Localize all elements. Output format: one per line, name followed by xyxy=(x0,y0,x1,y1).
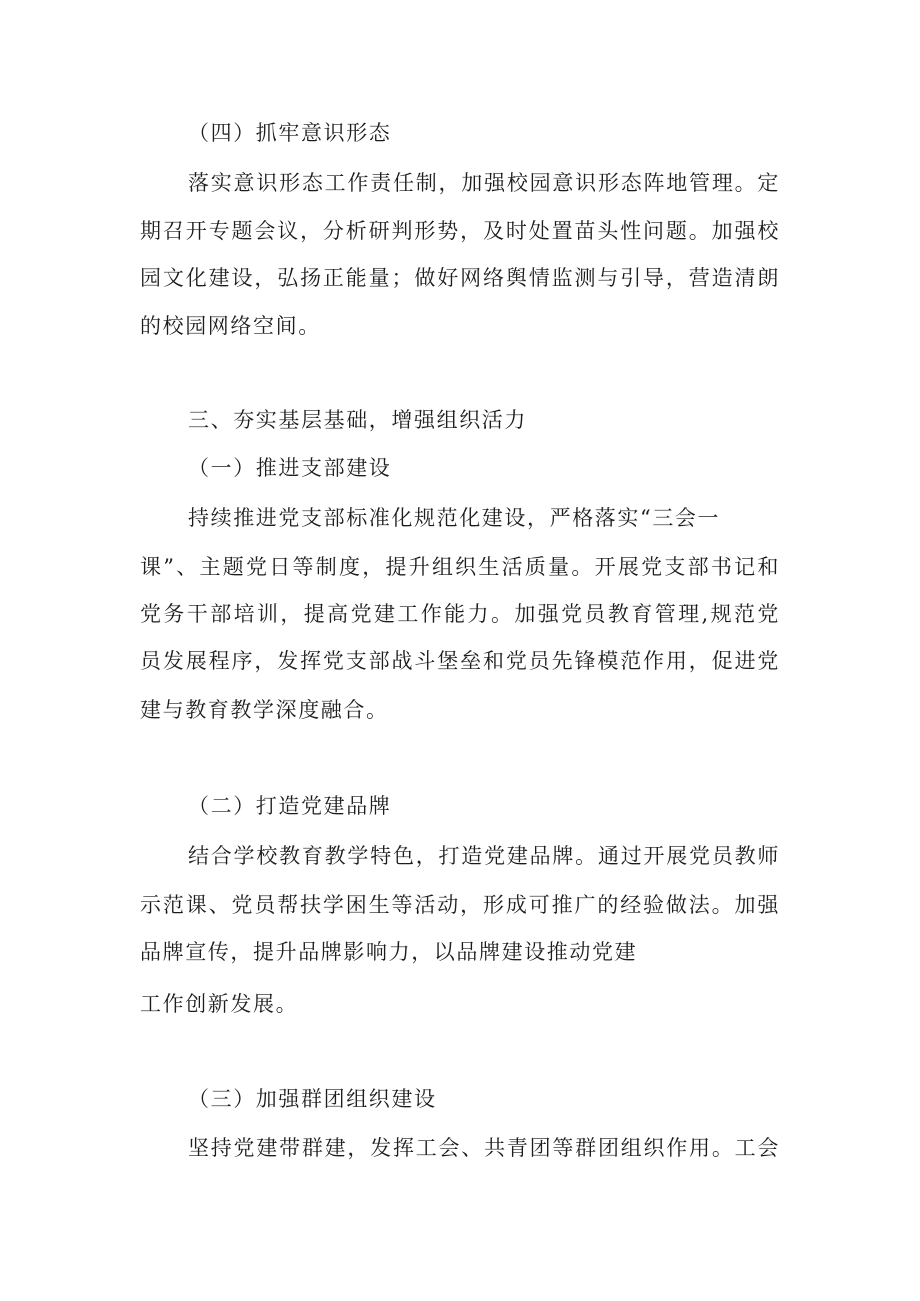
paragraph-line: 品牌宣传，提升品牌影响力，以品牌建设推动党建 xyxy=(140,940,638,964)
paragraph-line: 员发展程序，发挥党支部战斗堡垒和党员先锋模范作用，促进党 xyxy=(140,649,780,673)
paragraph-line: 落实意识形态工作责任制，加强校园意识形态阵地管理。定 xyxy=(188,171,780,195)
paragraph-line: 党务干部培训，提高党建工作能力。加强党员教育管理,规范党 xyxy=(140,602,780,626)
section-heading: （三）加强群团组织建设 xyxy=(188,1087,437,1111)
paragraph-line: 工作创新发展。 xyxy=(140,992,299,1016)
section-heading: （四）抓牢意识形态 xyxy=(188,121,392,145)
paragraph-line: 持续推进党支部标准化规范化建设，严格落实“三会一 xyxy=(188,506,721,530)
paragraph-line: 园文化建设，弘扬正能量；做好网络舆情监测与引导，营造清朗 xyxy=(140,266,780,290)
section-heading: （二）打造党建品牌 xyxy=(188,794,392,818)
section-heading: （一）推进支部建设 xyxy=(188,456,392,480)
paragraph-line: 的校园网络空间。 xyxy=(140,314,321,338)
paragraph-line: 结合学校教育教学特色，打造党建品牌。通过开展党员教师 xyxy=(188,844,780,868)
paragraph-line: 课”、主题党日等制度，提升组织生活质量。开展党支部书记和 xyxy=(140,555,780,579)
part-heading: 三、夯实基层基础，增强组织活力 xyxy=(188,408,527,432)
paragraph-line: 建与教育教学深度融合。 xyxy=(140,698,389,722)
paragraph-line: 示范课、党员帮扶学困生等活动，形成可推广的经验做法。加强 xyxy=(140,893,780,917)
paragraph-line: 坚持党建带群建，发挥工会、共青团等群团组织作用。工会 xyxy=(188,1136,780,1160)
paragraph-line: 期召开专题会议，分析研判形势，及时处置苗头性问题。加强校 xyxy=(140,219,780,243)
